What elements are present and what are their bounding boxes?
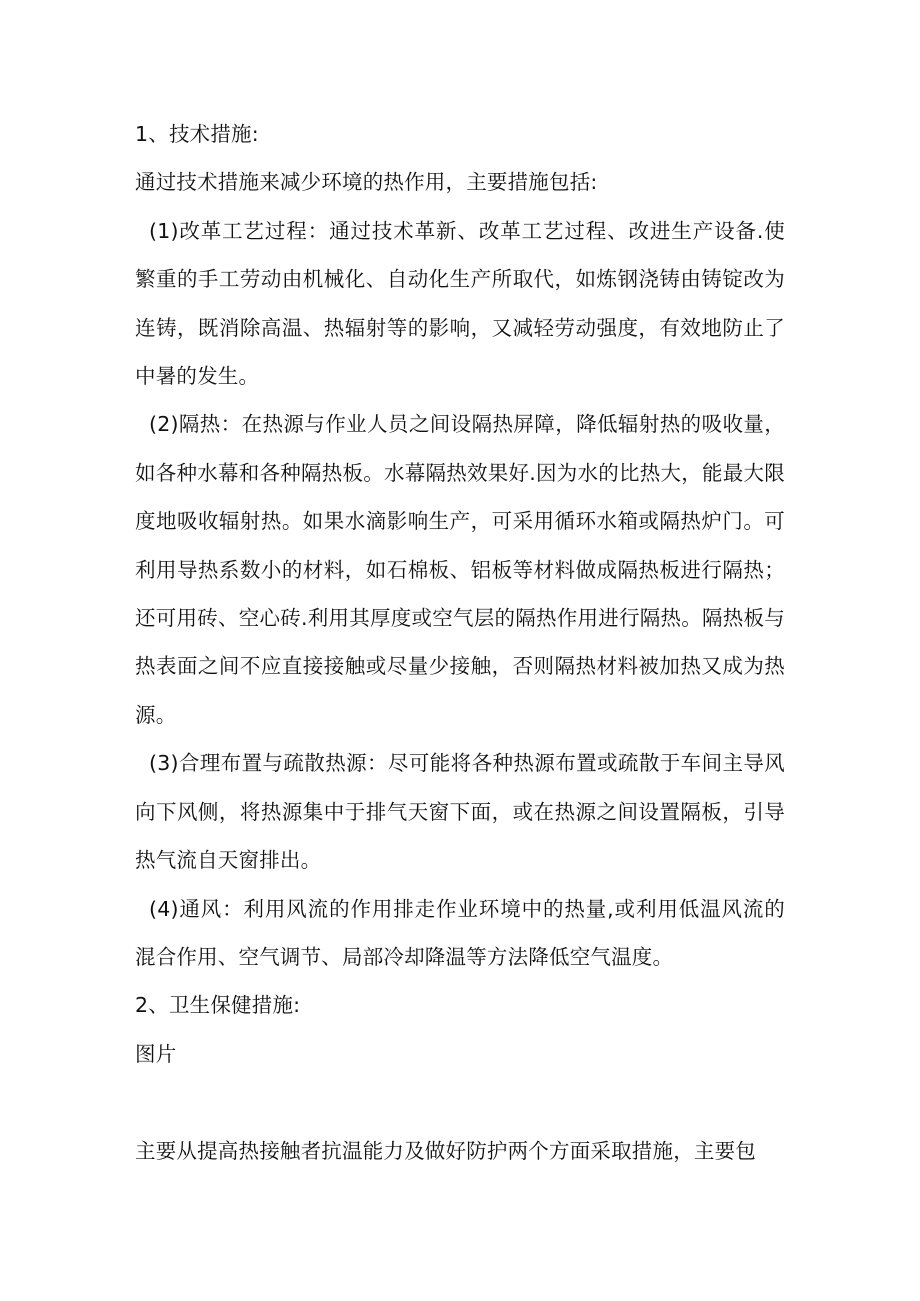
list-item-process-reform: (1)改革工艺过程：通过技术革新、改革工艺过程、改进生产设备.使繁重的手工劳动由机械化、自动化生产所取代，如炼钢浇铸由铸锭改为连铸，既消除高温、热辐射等的影响，又减轻劳动强度，有效地防止了中暑的发生。 <box>135 218 785 389</box>
image-placeholder-text: 图片 <box>135 1041 177 1066</box>
intro-paragraph: 通过技术措施来减少环境的热作用，主要措施包括: <box>135 170 598 195</box>
list-item-heat-source-layout: (3)合理布置与疏散热源：尽可能将各种热源布置或疏散于车间主导风向下风侧，将热源集中于排气天窗下面，或在热源之间设置隔板，引导热气流自天窗排出。 <box>135 751 785 873</box>
list-item-insulation: (2)隔热：在热源与作业人员之间设隔热屏障，降低辐射热的吸收量，如各种水幕和各种隔热板。水幕隔热效果好.因为水的比热大，能最大限度地吸收辐射热。如果水滴影响生产，可采用循环水箱或隔热炉门。可利用导热系数小的材料，如石棉板、铝板等材料做成隔热板进行隔热；还可用砖、空心砖.利用其厚度或空气层的隔热作用进行隔热。隔热板与热表面之间不应直接接触或尽量少接触，否则隔热材料被加热又成为热源。 <box>135 412 785 727</box>
document-body <box>135 110 785 1175</box>
list-item-ventilation: (4)通风：利用风流的作用排走作业环境中的热量,或利用低温风流的混合作用、空气调节、局部冷却降温等方法降低空气温度。 <box>135 896 785 969</box>
section-heading-health-measures: 2、卫生保健措施: <box>135 993 301 1018</box>
blank-gap <box>135 1078 785 1126</box>
section-heading-technical-measures: 1、技术措施: <box>135 122 259 146</box>
closing-paragraph: 主要从提高热接触者抗温能力及做好防护两个方面采取措施，主要包 <box>135 1138 756 1163</box>
